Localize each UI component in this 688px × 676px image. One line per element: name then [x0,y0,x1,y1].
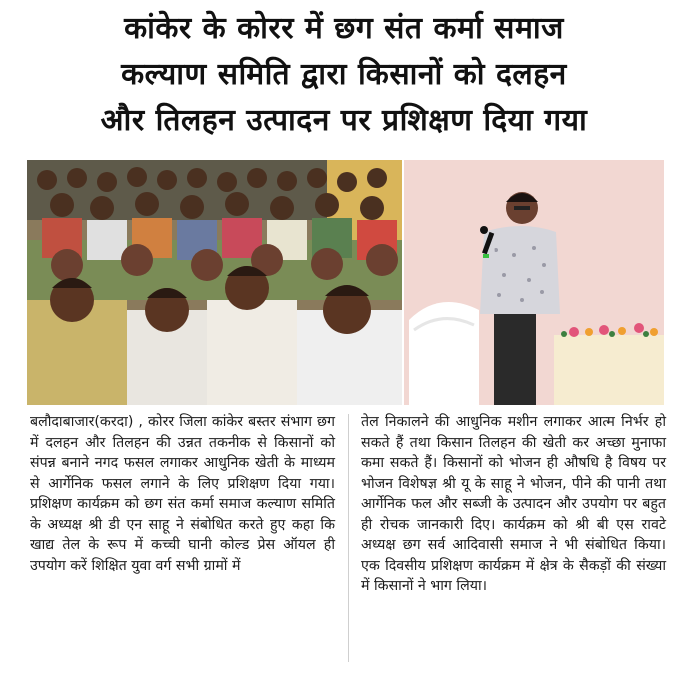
audience-photo [27,160,402,405]
speaker-illustration [404,160,664,405]
headline-line-2: कल्याण समिति द्वारा किसानों को दलहन [121,57,567,92]
speaker-photo [404,160,664,405]
photo-row [27,160,664,405]
audience-illustration [27,160,402,405]
headline-line-1: कांकेर के कोरर में छग संत कर्मा समाज [124,11,564,46]
article-column-1: बलौदाबाजार(करदा) , कोरर जिला कांकेर बस्तर संभाग छग में दलहन और तिलहन की उन्नत तकनीक से किसानों को संपन्न बनाने नगद फसल लगाकर आधुनिक खेती के माध्यम से आर्गेनिक फसल लगाने के लिए प्रशिक्षण दिया गया। प्रशिक्षण कार्यक्रम को छग संत कर्मा समाज कल्याण समिति के अध्यक्ष श्री डी एन साहू ने संबोधित करते हुए कहा कि खाद्य तेल के रूप में कच्ची घानी कोल्ड प्रेस ऑयल ही उपयोग करें शिक्षित युवा वर्ग सभी ग्रामों में [30,414,335,574]
headline-line-3: और तिलहन उत्पादन पर प्रशिक्षण दिया गया [100,103,588,138]
article-column-2: तेल निकालने की आधुनिक मशीन लगाकर आत्म निर्भर हो सकते हैं तथा किसान तिलहन की खेती कर अच्छा मुनाफा कमा सकते हैं। किसानों को भोजन ही औषधि है विषय पर भोजन विशेषज्ञ श्री यू के साहू ने भोजन, पीने की पानी तथा आर्गेनिक फल और सब्जी के उत्पादन और उपयोग पर बहुत ही रोचक जानकारी दिए। कार्यक्रम को श्री बी एस रावटे अध्यक्ष छग सर्व आदिवासी समाज ने भी संबोधित किया। एक दिवसीय प्रशिक्षण कार्यक्रम में क्षेत्र के सैकड़ों की संख्या में किसानों ने भाग लिया। [361,414,666,594]
headline [0,6,688,144]
column-divider [348,414,349,662]
article-body [30,412,666,664]
